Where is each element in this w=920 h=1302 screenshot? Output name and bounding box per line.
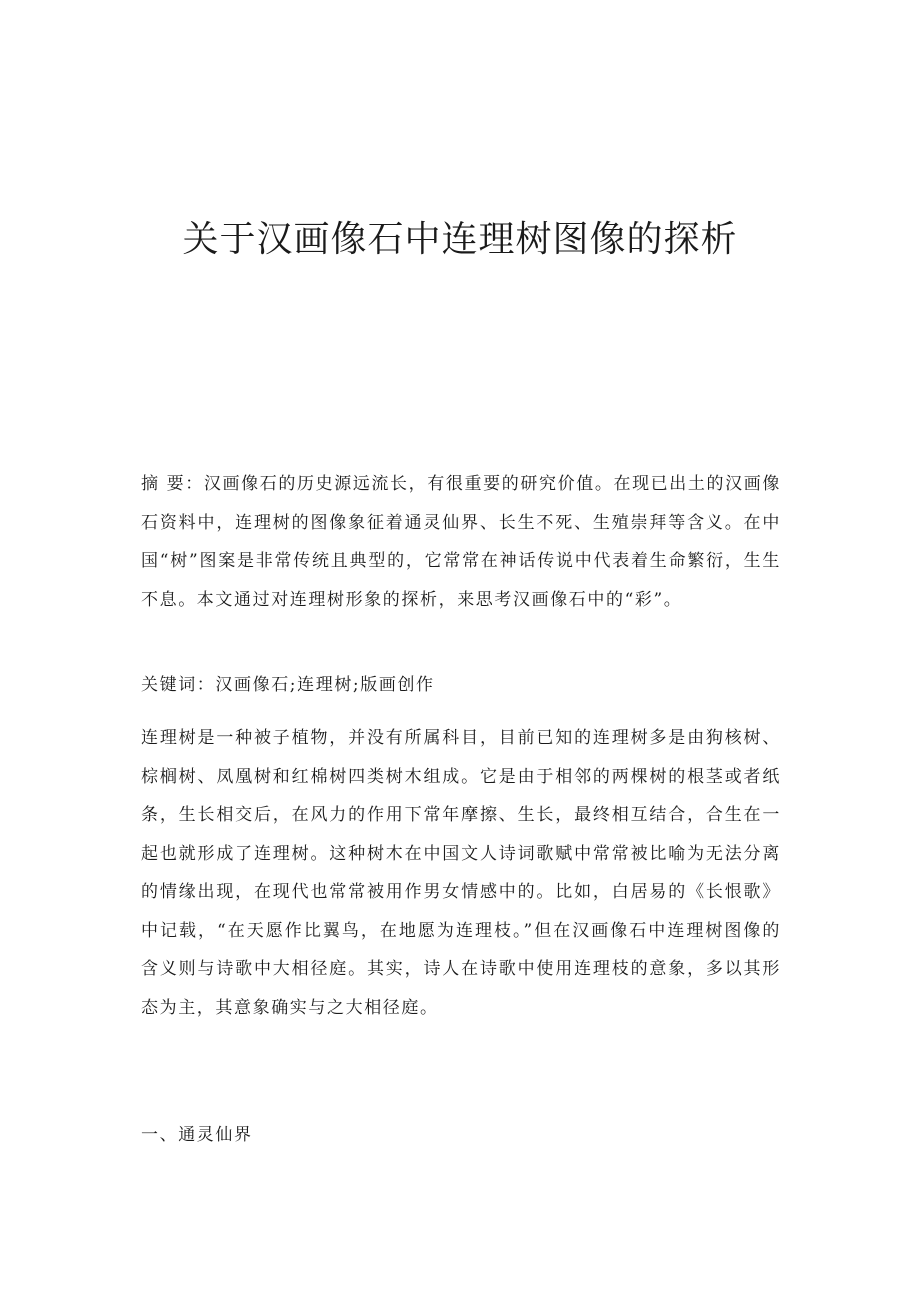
abstract-paragraph [141, 465, 781, 619]
abstract-label: 摘 要： [141, 474, 204, 494]
keywords-line [141, 666, 781, 705]
keywords-text: 汉画像石;连理树;版画创作 [215, 675, 435, 695]
document-title: 关于汉画像石中连理树图像的探析 [182, 219, 738, 260]
section-heading: 一、通灵仙界 [141, 1125, 253, 1145]
abstract-text: 汉画像石的历史源远流长，有很重要的研究价值。在现已出土的汉画像石资料中，连理树的图像象征着通灵仙界、长生不死、生殖崇拜等含义。在中国“树”图案是非常传统且典型的，它常常在神话传说中代表着生命繁衍，生生不息。本文通过对连理树形象的探析，来思考汉画像石中的“彩”。 [141, 474, 781, 610]
keywords-label: 关键词： [141, 675, 216, 695]
body-paragraph: 连理树是一种被子植物，并没有所属科目，目前已知的连理树多是由狗核树、棕榈树、凤凰树和红棉树四类树木组成。它是由于相邻的两棵树的根茎或者纸条，生长相交后，在风力的作用下常年摩擦、生长，最终相互结合，合生在一起也就形成了连理树。这种树木在中国文人诗词歌赋中常常被比喻为无法分离的情缘出现，在现代也常常被用作男女情感中的。比如，白居易的《长恨歌》中记载，“在天愿作比翼鸟，在地愿为连理枝。”但在汉画像石中连理树图像的含义则与诗歌中大相径庭。其实，诗人在诗歌中使用连理枝的意象，多以其形态为主，其意象确实与之大相径庭。 [141, 728, 781, 1018]
